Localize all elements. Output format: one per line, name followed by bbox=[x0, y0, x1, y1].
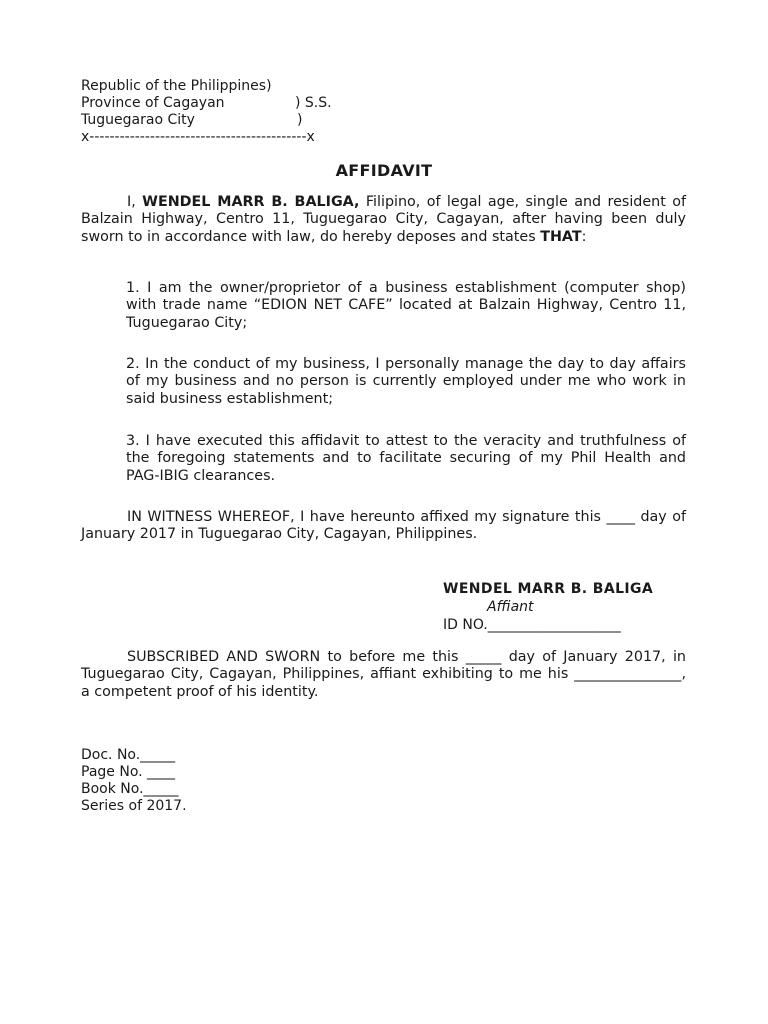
statement-item-2: 2. In the conduct of my business, I personally manage the day to day affairs of my business and no person is currently employed under me who work in said business establishment; bbox=[126, 356, 686, 407]
page-number: Page No. ____ bbox=[81, 764, 176, 780]
intro-body: Filipino, of legal age, single and resident of Balzain Highway, Centro 11, Tuguegarao City, Cagayan, after having been duly sworn to in accordance with law, do hereby deposes and states bbox=[81, 194, 687, 245]
that-keyword: THAT bbox=[540, 228, 582, 245]
notarial-register bbox=[81, 747, 187, 815]
caption-city-line bbox=[81, 112, 315, 129]
statement-item-1: 1. I am the owner/proprietor of a business establishment (computer shop) with trade name “EDION NET CAFE” located at Balzain Highway, Centro 11, Tuguegarao City; bbox=[126, 280, 686, 331]
caption-republic: Republic of the Philippines) bbox=[81, 78, 272, 94]
statement-item-3: 3. I have executed this affidavit to attest to the veracity and truthfulness of the foregoing statements and to facilitate securing of my Phil Health and PAG-IBIG clearances. bbox=[126, 433, 686, 484]
document-title: AFFIDAVIT bbox=[335, 161, 433, 180]
affiant-name-inline: WENDEL MARR B. BALIGA, bbox=[142, 194, 360, 210]
intro-paragraph bbox=[81, 194, 686, 246]
jurat-paragraph bbox=[81, 649, 686, 701]
affiant-role: Affiant bbox=[487, 599, 534, 615]
book-number: Book No._____ bbox=[81, 781, 179, 797]
witness-text: IN WITNESS WHEREOF, I have hereunto affixed my signature this ____ day of January 2017 in Tuguegarao City, Cagayan, Philippines. bbox=[81, 509, 686, 543]
caption-province-line bbox=[81, 95, 332, 112]
caption-separator bbox=[81, 129, 315, 146]
series-year: Series of 2017. bbox=[81, 798, 187, 814]
affiant-name: WENDEL MARR B. BALIGA bbox=[443, 581, 654, 597]
id-number-field: ID NO.___________________ bbox=[443, 617, 621, 633]
witness-paragraph bbox=[81, 509, 686, 544]
caption-city-paren: ) bbox=[297, 112, 303, 128]
intro-end: : bbox=[581, 228, 587, 245]
caption-ss: ) S.S. bbox=[295, 95, 332, 111]
jurat-text: SUBSCRIBED AND SWORN to before me this _____ day of January 2017, in Tuguegarao City, Cagayan, Philippines, affiant exhibiting to me his _______________, a competent proof of his identity. bbox=[81, 649, 686, 700]
venue-caption bbox=[81, 78, 332, 146]
doc-number: Doc. No._____ bbox=[81, 747, 176, 763]
caption-republic-line bbox=[81, 78, 315, 95]
caption-separator-text: x-------------------------------------------x bbox=[81, 129, 315, 145]
signature-block bbox=[443, 580, 653, 634]
caption-province: Province of Cagayan bbox=[81, 95, 225, 111]
intro-lead: I, bbox=[127, 194, 143, 210]
caption-city: Tuguegarao City bbox=[81, 112, 195, 128]
